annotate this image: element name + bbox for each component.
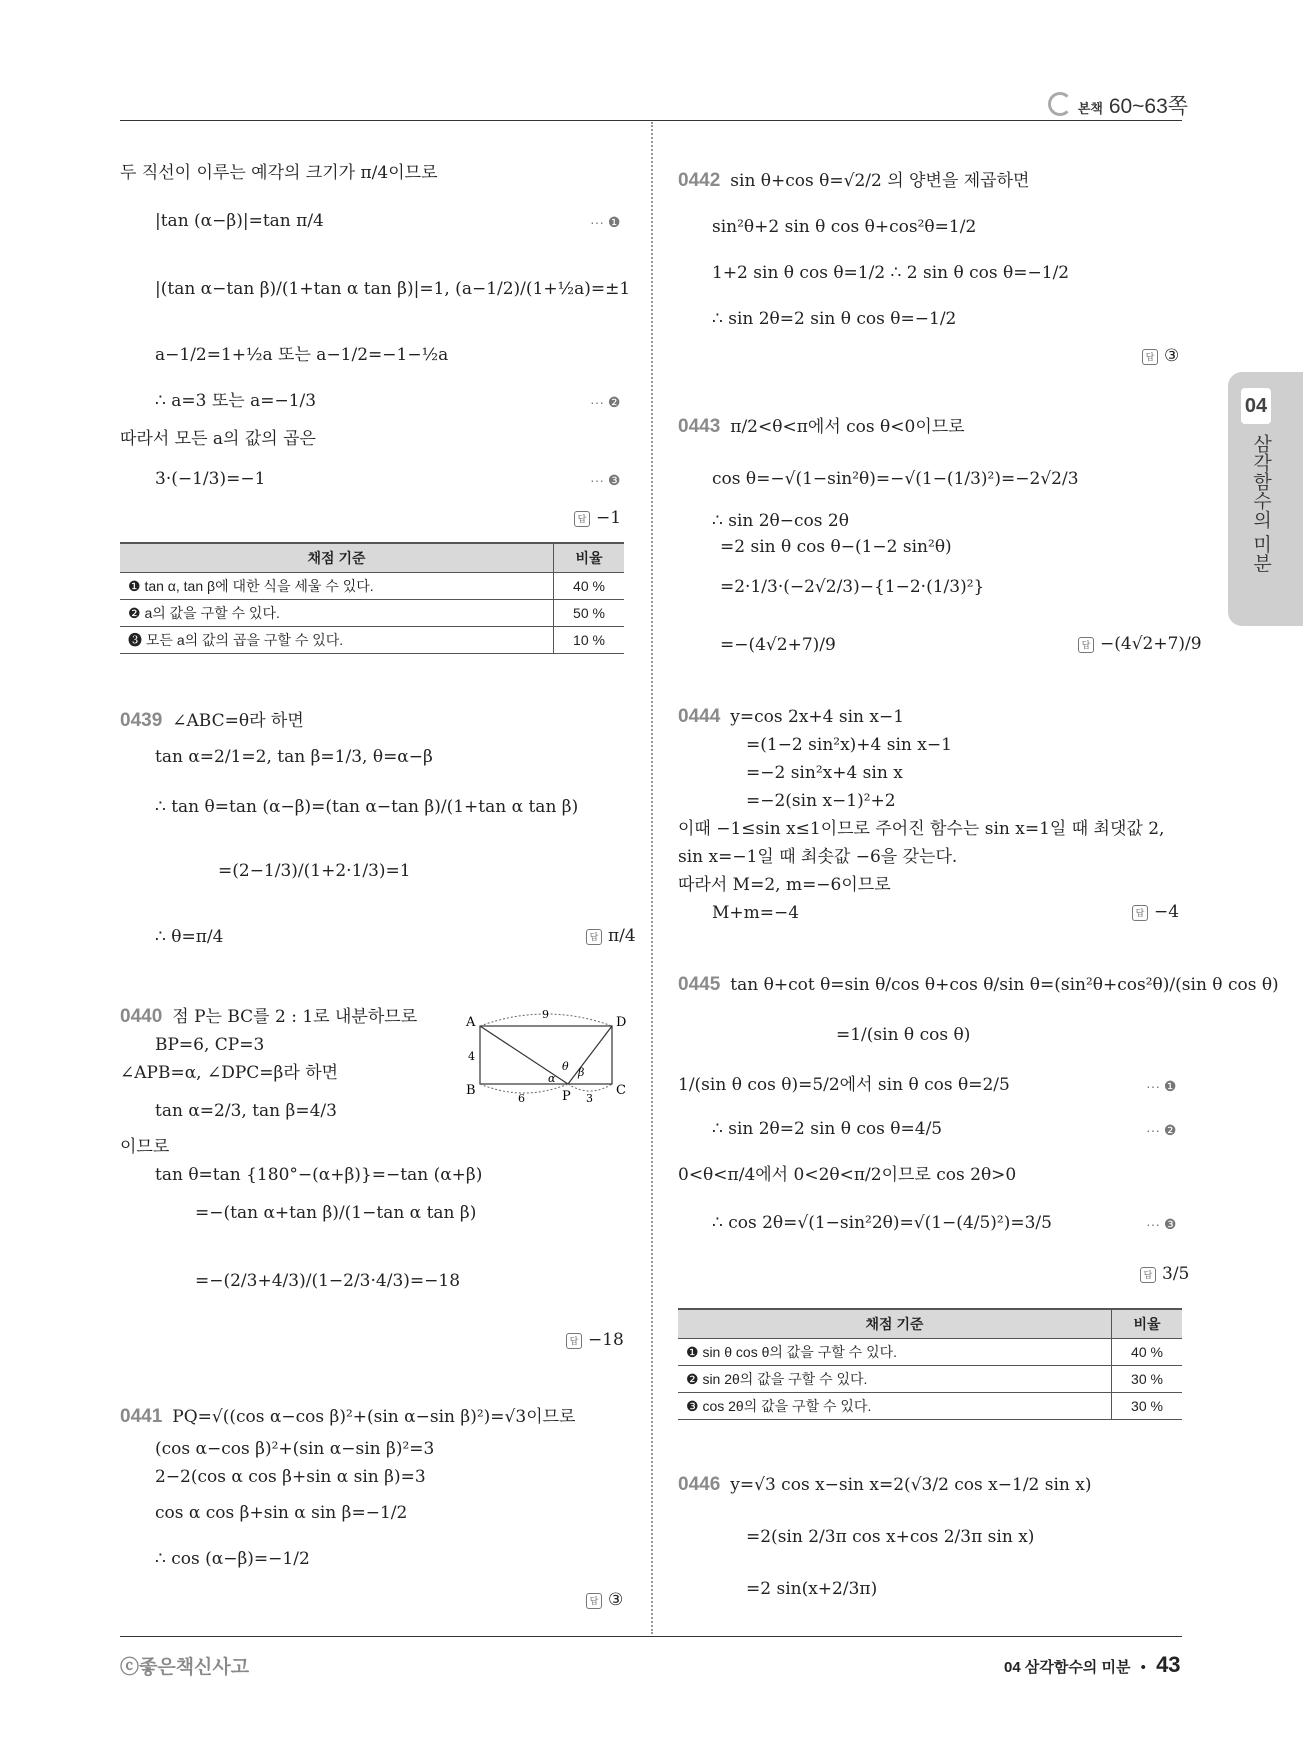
ratio: 40 % xyxy=(554,573,625,600)
book-arrow-icon xyxy=(1048,92,1072,116)
problem-0446-line: =2 sin(x+2/3π) xyxy=(746,1579,878,1599)
solution-text: sin θ+cos θ=√2/2 의 양변을 제곱하면 xyxy=(730,171,1030,191)
problem-0443-line: cos θ=−√(1−sin²θ)=−√(1−(1/3)²)=−2√2/3 xyxy=(712,469,1079,489)
problem-0443-line: =2·1/3·(−2√2/3)−{1−2·(1/3)²} xyxy=(720,577,985,597)
problem-0440-line: BP=6, CP=3 xyxy=(155,1035,265,1055)
step-marker: ··· ❸ xyxy=(1146,1216,1177,1232)
label-9: 9 xyxy=(542,1008,549,1021)
problem-0444-line: 따라서 M=2, m=−6이므로 xyxy=(678,875,891,895)
problem-number: 0442 xyxy=(678,170,721,191)
table-row xyxy=(120,600,624,627)
problem-0441-line: cos α cos β+sin α sin β=−1/2 xyxy=(155,1503,408,1523)
answer-icon: 답 xyxy=(574,511,590,527)
answer-value: −(4√2+7)/9 xyxy=(1100,634,1202,654)
problem-0440-line: ∠APB=α, ∠DPC=β라 하면 xyxy=(120,1063,339,1083)
problem-0444-line: M+m=−4 xyxy=(712,903,800,923)
step-marker: ··· ❶ xyxy=(590,214,621,230)
answer-value: ③ xyxy=(608,1590,624,1610)
problem-0444-line: =−2 sin²x+4 sin x xyxy=(746,763,903,783)
problem-0441-line: ∴ cos (α−β)=−1/2 xyxy=(155,1549,310,1569)
answer xyxy=(574,508,621,528)
criterion: ❶ sin θ cos θ의 값을 구할 수 있다. xyxy=(678,1339,1112,1366)
label-p: P xyxy=(562,1089,571,1104)
answer-value: −1 xyxy=(596,508,622,528)
problem-0442-line: ∴ sin 2θ=2 sin θ cos θ=−1/2 xyxy=(712,309,957,329)
label-a: A xyxy=(466,1015,476,1030)
problem-0443-line xyxy=(678,416,965,438)
answer-icon: 답 xyxy=(1142,349,1158,365)
answer-icon: 답 xyxy=(1140,1267,1156,1283)
problem-0445-line: 1/(sin θ cos θ)=5/2에서 sin θ cos θ=2/5 xyxy=(678,1075,1010,1095)
publisher-logo: ⓒ좋은책신사고 xyxy=(120,1657,250,1678)
problem-0443-line: =−(4√2+7)/9 xyxy=(720,635,836,655)
solution-text: tan θ+cot θ=sin θ/cos θ+cos θ/sin θ=(sin²θ+cos²θ)/(sin θ cos θ) xyxy=(730,975,1279,995)
chapter-title: 삼각함수의 미분 xyxy=(1250,434,1271,573)
step-marker: ··· ❷ xyxy=(1146,1122,1177,1138)
chapter-number: 04 xyxy=(1241,388,1271,424)
ratio: 10 % xyxy=(554,627,625,654)
problem-number: 0439 xyxy=(120,710,163,731)
label-beta: β xyxy=(578,1066,585,1079)
problem-0446-line xyxy=(678,1474,1092,1496)
intro-line: |tan (α−β)|=tan π/4 xyxy=(155,211,324,231)
label-4: 4 xyxy=(468,1050,475,1063)
table-row xyxy=(678,1339,1182,1366)
problem-0445-line: 0<θ<π/4에서 0<2θ<π/2이므로 cos 2θ>0 xyxy=(678,1165,1017,1185)
answer-value: π/4 xyxy=(608,926,636,946)
table-row xyxy=(678,1366,1182,1393)
problem-0440-line xyxy=(120,1006,417,1028)
solution-text: π/2<θ<π에서 cos θ<0이므로 xyxy=(730,417,965,437)
ratio: 50 % xyxy=(554,600,625,627)
label-6: 6 xyxy=(518,1092,525,1105)
table-row xyxy=(120,573,624,600)
problem-0439-line: ∴ θ=π/4 xyxy=(155,927,224,947)
column-divider xyxy=(651,122,653,1634)
answer-icon: 답 xyxy=(566,1333,582,1349)
step-marker: ··· ❶ xyxy=(1146,1078,1177,1094)
footer-rule xyxy=(120,1636,1182,1637)
problem-0443-line: ∴ sin 2θ−cos 2θ xyxy=(712,511,849,531)
problem-0439-line xyxy=(120,710,304,732)
answer xyxy=(586,926,636,946)
label-alpha: α xyxy=(548,1072,556,1085)
table-row xyxy=(678,1393,1182,1420)
score-header: 채점 기준 xyxy=(120,543,554,573)
ratio-header: 비율 xyxy=(554,543,625,573)
problem-0444-line: =−2(sin x−1)²+2 xyxy=(746,791,896,811)
problem-0445-line: ∴ cos 2θ=√(1−sin²2θ)=√(1−(4/5)²)=3/5 xyxy=(712,1213,1052,1233)
criterion: ❷ sin 2θ의 값을 구할 수 있다. xyxy=(678,1366,1112,1393)
answer-icon: 답 xyxy=(1132,905,1148,921)
problem-0440-line: =−(2/3+4/3)/(1−2/3·4/3)=−18 xyxy=(195,1271,461,1291)
page-ref xyxy=(1048,90,1188,120)
intro-line: |(tan α−tan β)/(1+tan α tan β)|=1, (a−1/2)/(1+½a)=±1 xyxy=(155,279,631,299)
answer xyxy=(566,1330,624,1350)
criterion: ❷ a의 값을 구할 수 있다. xyxy=(120,600,554,627)
answer-icon: 답 xyxy=(586,929,602,945)
problem-number: 0441 xyxy=(120,1406,163,1427)
criterion: ❸ cos 2θ의 값을 구할 수 있다. xyxy=(678,1393,1112,1420)
intro-line: a−1/2=1+½a 또는 a−1/2=−1−½a xyxy=(155,345,449,365)
label-3: 3 xyxy=(586,1092,593,1105)
problem-0440-line: =−(tan α+tan β)/(1−tan α tan β) xyxy=(195,1203,477,1223)
criterion: ❶ tan α, tan β에 대한 식을 세울 수 있다. xyxy=(120,573,554,600)
answer xyxy=(586,1590,623,1610)
intro-line: 두 직선이 이루는 예각의 크기가 π/4이므로 xyxy=(120,163,438,183)
solution-text: y=cos 2x+4 sin x−1 xyxy=(730,707,905,727)
problem-0441-line: (cos α−cos β)²+(sin α−sin β)²=3 xyxy=(155,1439,435,1459)
problem-0440-line: 이므로 xyxy=(120,1137,170,1157)
problem-0445-line xyxy=(678,974,1279,996)
problem-number: 0445 xyxy=(678,974,721,995)
label-b: B xyxy=(466,1083,476,1098)
problem-0442-line xyxy=(678,170,1029,192)
ratio-header: 비율 xyxy=(1112,1309,1183,1339)
problem-0441-line: 2−2(cos α cos β+sin α sin β)=3 xyxy=(155,1467,426,1487)
problem-0444-line: =(1−2 sin²x)+4 sin x−1 xyxy=(746,735,952,755)
problem-0439-line: =(2−1/3)/(1+2·1/3)=1 xyxy=(218,861,411,881)
problem-0446-line: =2(sin 2/3π cos x+cos 2/3π sin x) xyxy=(746,1527,1035,1547)
problem-number: 0443 xyxy=(678,416,721,437)
answer xyxy=(1142,346,1179,366)
label-d: D xyxy=(616,1015,627,1030)
intro-line: 따라서 모든 a의 값의 곱은 xyxy=(120,429,316,449)
problem-0441-line xyxy=(120,1406,575,1428)
problem-0439-line: tan α=2/1=2, tan β=1/3, θ=α−β xyxy=(155,747,433,767)
problem-number: 0440 xyxy=(120,1006,163,1027)
answer-icon: 답 xyxy=(1078,637,1094,653)
problem-0445-line: ∴ sin 2θ=2 sin θ cos θ=4/5 xyxy=(712,1119,943,1139)
criterion: ❸ 모든 a의 값의 곱을 구할 수 있다. xyxy=(120,627,554,654)
answer-value: ③ xyxy=(1164,346,1180,366)
answer xyxy=(1140,1264,1189,1284)
label-theta: θ xyxy=(562,1060,569,1073)
intro-line: ∴ a=3 또는 a=−1/3 xyxy=(155,391,317,411)
answer xyxy=(1132,902,1179,922)
problem-0442-line: sin²θ+2 sin θ cos θ+cos²θ=1/2 xyxy=(712,217,977,237)
solution-text: PQ=√((cos α−cos β)²+(sin α−sin β)²)=√3이므로 xyxy=(172,1407,576,1427)
problem-0440-line: tan α=2/3, tan β=4/3 xyxy=(155,1101,337,1121)
solution-text: y=√3 cos x−sin x=2(√3/2 cos x−1/2 sin x) xyxy=(730,1475,1092,1495)
ratio: 30 % xyxy=(1112,1393,1183,1420)
problem-0443-line: =2 sin θ cos θ−(1−2 sin²θ) xyxy=(720,537,952,557)
label-c: C xyxy=(616,1083,626,1098)
problem-0440-line: tan θ=tan {180°−(α+β)}=−tan (α+β) xyxy=(155,1165,483,1185)
problem-0444-line: sin x=−1일 때 최솟값 −6을 갖는다. xyxy=(678,847,958,867)
ratio: 30 % xyxy=(1112,1366,1183,1393)
solution-text: 점 P는 BC를 2 : 1로 내분하므로 xyxy=(172,1007,418,1027)
score-table xyxy=(120,542,624,654)
answer xyxy=(1078,634,1202,654)
rectangle-figure xyxy=(462,1006,632,1106)
step-marker: ··· ❷ xyxy=(590,394,621,410)
table-row xyxy=(120,627,624,654)
problem-0442-line: 1+2 sin θ cos θ=1/2 ∴ 2 sin θ cos θ=−1/2 xyxy=(712,263,1070,283)
answer-icon: 답 xyxy=(586,1593,602,1609)
answer-value: −4 xyxy=(1154,902,1180,922)
footer-bullet: • xyxy=(1140,1659,1146,1676)
problem-number: 0444 xyxy=(678,706,721,727)
answer-value: −18 xyxy=(588,1330,624,1350)
problem-0445-line: =1/(sin θ cos θ) xyxy=(836,1025,971,1045)
score-table xyxy=(678,1308,1182,1420)
footer-chapter-title: 04 삼각함수의 미분 xyxy=(1004,1659,1131,1676)
answer-value: 3/5 xyxy=(1162,1264,1190,1284)
ref-label: 본책 xyxy=(1077,101,1103,116)
step-marker: ··· ❸ xyxy=(590,472,621,488)
ref-pages: 60~63쪽 xyxy=(1108,95,1189,118)
ratio: 40 % xyxy=(1112,1339,1183,1366)
score-header: 채점 기준 xyxy=(678,1309,1112,1339)
header-rule xyxy=(120,120,1182,121)
problem-number: 0446 xyxy=(678,1474,721,1495)
footer-chapter xyxy=(1004,1652,1181,1678)
problem-0439-line: ∴ tan θ=tan (α−β)=(tan α−tan β)/(1+tan α tan β) xyxy=(155,797,579,817)
page-number: 43 xyxy=(1156,1652,1181,1677)
intro-line: 3·(−1/3)=−1 xyxy=(155,469,266,489)
problem-0444-line: 이때 −1≤sin x≤1이므로 주어진 함수는 sin x=1일 때 최댓값 2, xyxy=(678,819,1165,839)
problem-0444-line xyxy=(678,706,904,728)
solution-text: ∠ABC=θ라 하면 xyxy=(172,711,304,731)
